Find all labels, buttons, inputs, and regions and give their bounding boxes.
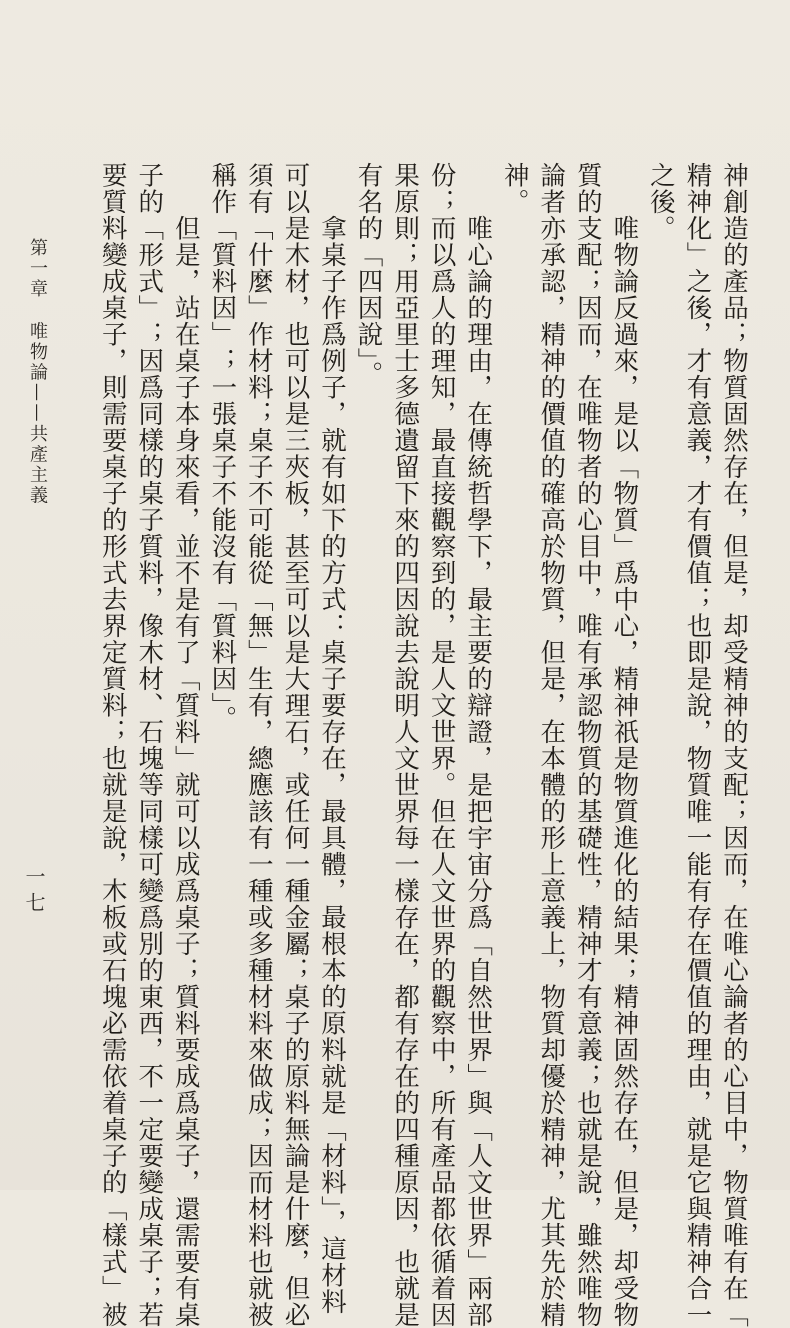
text-column: 論者亦承認，精神的價值的確高於物質，但是，在本體的形上意義上，物質却優於精神，尤其先於精 [536, 162, 567, 1328]
page-number: 一七 [22, 866, 46, 918]
text-column: 有名的「四因說」。 [353, 162, 384, 388]
chapter-number: 第一章 [27, 238, 48, 300]
running-head [24, 238, 50, 506]
body-text [94, 162, 752, 1328]
text-column: 精神化」之後，才有意義，才有價值；也即是說，物質唯一能有存在價值的理由，就是它與精神合一 [682, 162, 713, 1328]
text-column: 唯心論的理由，在傳統哲學下，最主要的辯證，是把宇宙分爲「自然世界」與「人文世界」兩部 [463, 162, 494, 1328]
text-column: 份；而以爲人的理知，最直接觀察到的，是人文世界。但在人文世界的觀察中，所有產品都依循着因 [426, 162, 457, 1328]
text-column: 稱作「質料因」；一張桌子不能沒有「質料因」。 [207, 162, 238, 733]
text-column: 要質料變成桌子，則需要桌子的形式去界定質料；也就是說，木板或石塊必需依着桌子的「樣式」被 [97, 162, 128, 1328]
text-column: 但是，站在桌子本身來看，並不是有了「質料」就可以成爲桌子；質料要成爲桌子，還需要有桌 [170, 162, 201, 1328]
chapter-title: 唯物論——共產主義 [27, 321, 48, 506]
text-column: 神。 [499, 162, 530, 215]
text-column: 唯物論反過來，是以「物質」爲中心，精神祇是物質進化的結果；精神固然存在，但是，却受物 [609, 162, 640, 1328]
text-column: 拿桌子作爲例子，就有如下的方式：桌子要存在，最具體，最根本的原料就是「材料」，這材料 [316, 162, 347, 1316]
text-column: 神創造的產品；物質固然存在，但是，却受精神的支配；因而，在唯心論者的心目中，物質唯有在「 [719, 162, 749, 1328]
text-column: 須有「什麼」作材料；桌子不可能從「無」生有，總應該有一種或多種材料來做成；因而材料也就被 [243, 162, 274, 1328]
text-column: 果原則；用亞里士多德遺留下來的四因說去說明人文世界每一樣存在，都有存在的四種原因，也就是 [390, 162, 421, 1328]
text-column: 子的「形式」；因爲同樣的桌子質料，像木材、石塊等同樣可變爲別的東西，不一定要變成桌子；若 [134, 162, 165, 1328]
text-column: 質的支配；因而，在唯物者的心目中，唯有承認物質的基礎性，精神才有意義；也就是說，雖然唯物 [572, 162, 603, 1328]
text-column: 可以是木材，也可以是三夾板，甚至可以是大理石，或任何一種金屬；桌子的原料無論是什麼，但必 [280, 162, 311, 1328]
text-column: 之後。 [645, 162, 676, 242]
